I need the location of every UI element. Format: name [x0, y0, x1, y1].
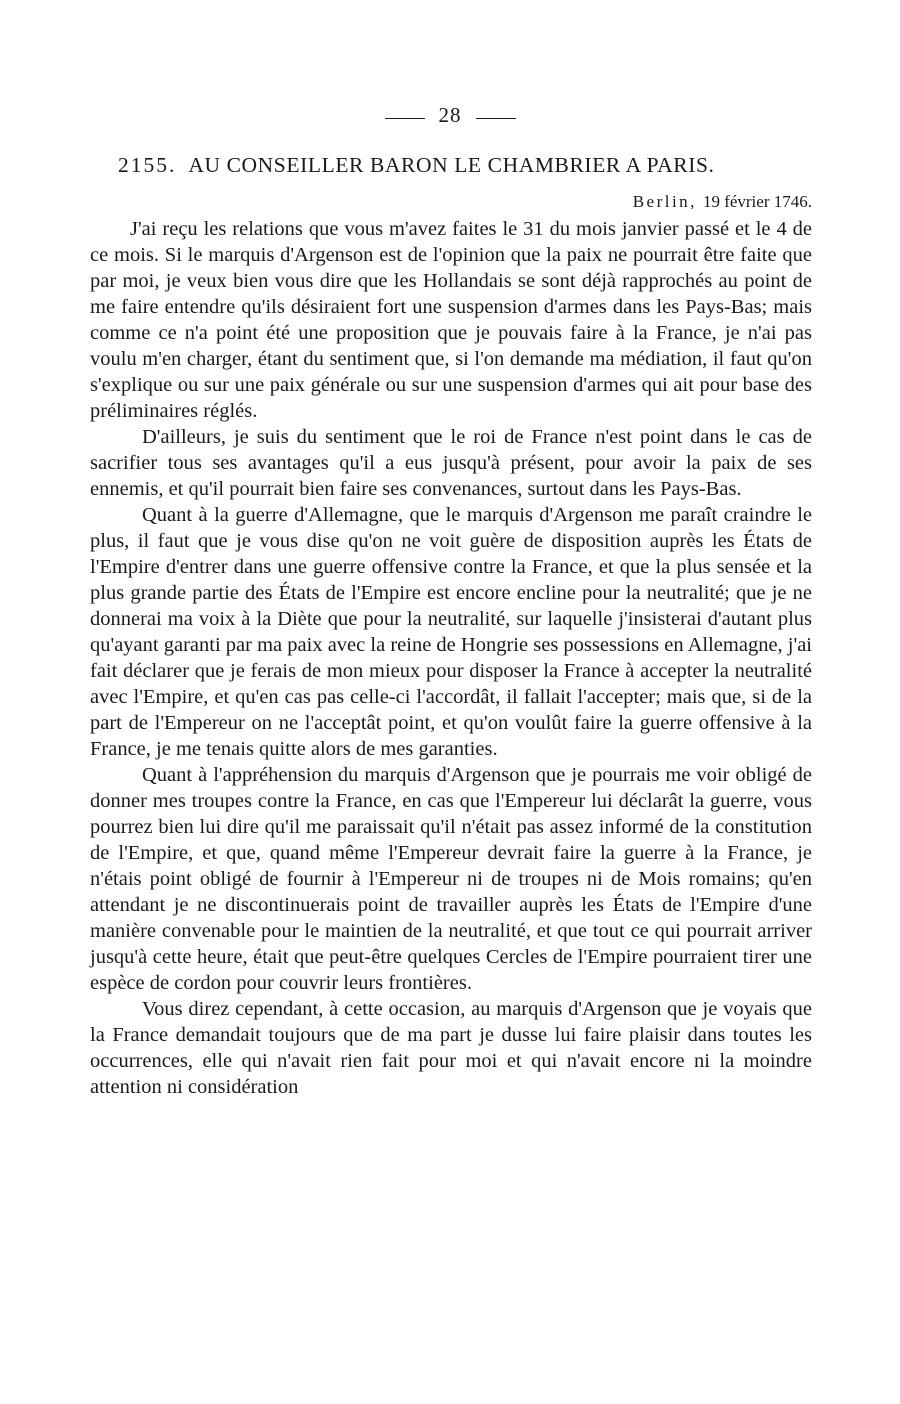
page-header: [0, 100, 900, 130]
page-number: 28: [438, 103, 462, 127]
paragraph: Vous direz cependant, à cette occasion, au marquis d'Argenson que je voyais que la France demandait toujours que de ma part je dusse lui faire plaisir dans toutes les occurrences, elle qui n'avait rien fait pour moi et qui n'avait encore ni la moindre attention ni considération: [90, 998, 812, 1098]
dateline: [633, 190, 812, 214]
letter-number: 2155.: [118, 153, 177, 177]
dateline-place: Berlin,: [632, 192, 697, 211]
letter-body: [90, 216, 812, 1100]
paragraph: J'ai reçu les relations que vous m'avez faites le 31 du mois janvier passé et le 4 de ce mois. Si le marquis d'Argenson est de l'opinion que la paix ne pourrait être faite que par moi, je veux bien vous dire que les Hollandais se sont déjà rapprochés au point de me faire entendre qu'ils désiraient fort une suspension d'armes dans les Pays-Bas; mais comme ce n'a point été une proposition que je pouvais faire à la France, je n'ai pas voulu m'en charger, étant du sentiment que, si l'on demande ma médiation, il faut qu'on s'explique ou sur une paix générale ou sur une suspension d'armes qui ait pour base des préliminaires réglés.: [90, 218, 812, 422]
paragraph: D'ailleurs, je suis du sentiment que le roi de France n'est point dans le cas de sacrifier tous ses avantages qu'il a eus jusqu'à présent, pour avoir la paix de ses ennemis, et qu'il pourrait bien faire ses convenances, surtout dans les Pays-Bas.: [90, 426, 812, 500]
right-rule: [476, 118, 516, 119]
left-rule: [385, 118, 425, 119]
dateline-date: 19 février 1746.: [702, 192, 812, 211]
letter-heading: [118, 150, 818, 180]
paragraph: Quant à l'appréhension du marquis d'Argenson que je pourrais me voir obligé de donner mes troupes contre la France, en cas que l'Empereur lui déclarât la guerre, vous pourrez bien lui dire qu'il me paraissait qu'il n'était pas assez informé de la constitution de l'Empire, et que, quand même l'Empereur devrait faire la guerre à la France, je n'étais point obligé de fournir à l'Empereur ni de troupes ni de Mois romains; qu'en attendant je ne discontinuerais point de travailler auprès les États de l'Empire d'une manière convenable pour le maintien de la neutralité, et que tout ce qui pourrait arriver jusqu'à cette heure, était que peut-être quelques Cercles de l'Empire pourraient tirer une espèce de cordon pour couvrir leurs frontières.: [90, 764, 812, 994]
letter-title: AU CONSEILLER BARON LE CHAMBRIER A PARIS.: [188, 153, 715, 177]
paragraph: Quant à la guerre d'Allemagne, que le marquis d'Argenson me paraît craindre le plus, il faut que je vous dise qu'on ne voit guère de disposition auprès les États de l'Empire d'entrer dans une guerre offensive contre la France, et que la plus sensée et la plus grande partie des États de l'Empire est encore encline pour la neutralité; que je ne donnerai ma voix à la Diète que pour la neutralité, sur laquelle j'insisterai d'autant plus qu'ayant garanti par ma paix avec la reine de Hongrie ses possessions en Allemagne, j'ai fait déclarer que je ferais de mon mieux pour disposer la France à accepter la neutralité avec l'Empire, et qu'en cas pas celle-ci l'accordât, il fallait l'accepter; mais que, si de la part de l'Empereur on ne l'acceptât point, et qu'on voulût faire la guerre offensive à la France, je me tenais quitte alors de mes garanties.: [90, 504, 812, 760]
